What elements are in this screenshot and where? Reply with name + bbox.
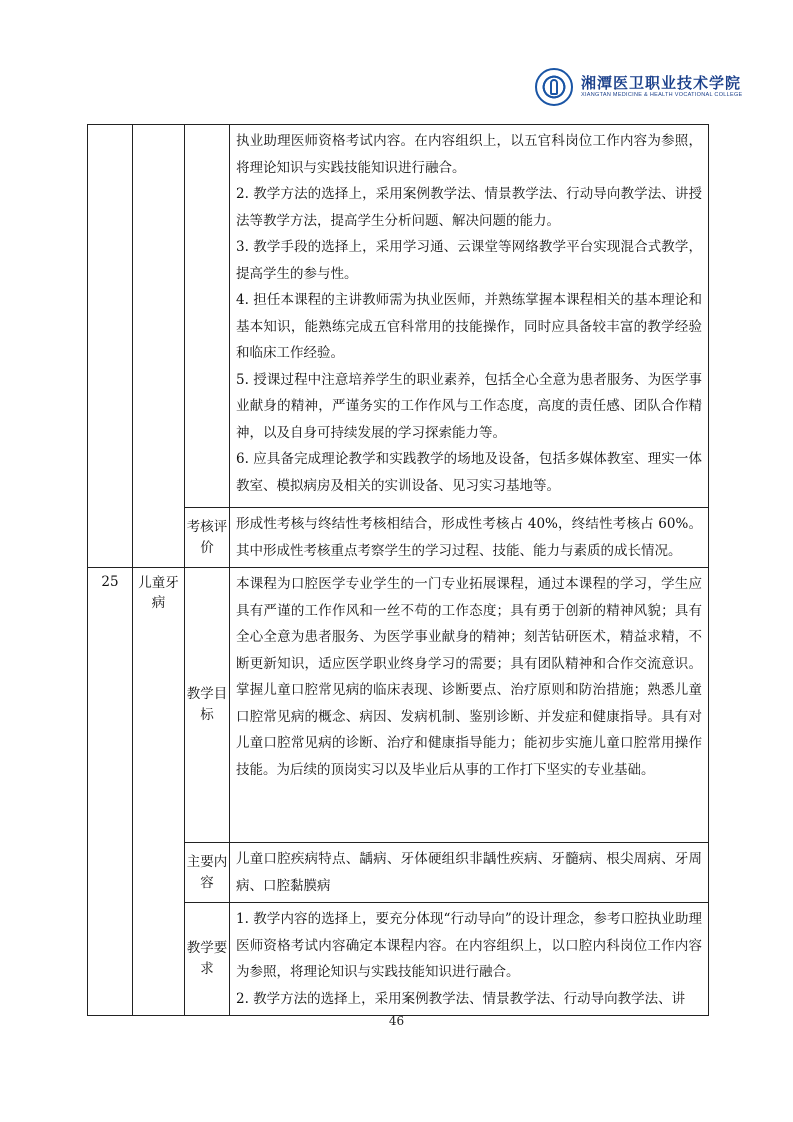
requirement-item: 2. 教学方法的选择上，采用案例教学法、情景教学法、行动导向教学法、讲授法等教学方法，提高学生分析问题、解决问题的能力。 [236, 186, 702, 229]
requirement-item: 1. 教学内容的选择上，要充分体现“行动导向”的设计理念，参考口腔执业助理医师资格考试内容确定本课程内容。在内容组织上，以口腔内科岗位工作内容为参照，将理论知识与实践技能知识进行融合。 [236, 911, 702, 980]
number-cell [88, 125, 133, 568]
assessment-label: 考核评价 [185, 508, 230, 568]
requirements-cell [230, 903, 709, 1016]
requirement-item: 6. 应具备完成理论教学和实践教学的场地及设备，包括多媒体教室、理实一体教室、模拟病房及相关的实训设备、见习实习基地等。 [236, 451, 702, 494]
table-row [88, 568, 709, 843]
requirement-item: 4. 担任本课程的主讲教师需为执业医师，并熟练掌握本课程相关的基本理论和基本知识，能熟练完成五官科常用的技能操作，同时应具备较丰富的教学经验和临床工作经验。 [236, 292, 702, 361]
requirement-item: 执业助理医师资格考试内容。在内容组织上，以五官科岗位工作内容为参照，将理论知识与实践技能知识进行融合。 [236, 133, 702, 176]
requirements-label: 教学要求 [185, 903, 230, 1016]
page-number: 46 [388, 1014, 405, 1028]
college-logo [535, 68, 743, 108]
requirement-item: 5. 授课过程中注意培养学生的职业素养，包括全心全意为患者服务、为医学事业献身的精神，严谨务实的工作作风与工作态度，高度的责任感、团队合作精神，以及自身可持续发展的学习探索能力等。 [236, 371, 702, 441]
content-label: 主要内容 [185, 843, 230, 903]
course-number: 25 [88, 568, 133, 1016]
requirements-cell [230, 125, 709, 508]
college-name: 湘潭医卫职业技术学院 [581, 74, 742, 92]
table-row [88, 125, 709, 508]
college-name-en: XIANGTAN MEDICINE & HEALTH VOCATIONAL COLLEGE [581, 92, 743, 98]
objectives-text: 本课程为口腔医学专业学生的一门专业拓展课程，通过本课程的学习，学生应具有严谨的工作作风和一丝不苟的工作态度；具有勇于创新的精神风貌；具有全心全意为患者服务、为医学事业献身的精神；刻苦钻研医术，精益求精，不断更新知识，适应医学职业终身学习的需要；具有团队精神和合作交流意识。掌握儿童口腔常见病的临床表现、诊断要点、治疗原则和防治措施；熟悉儿童口腔常见病的概念、病因、发病机制、鉴别诊断、并发症和健康指导。具有对儿童口腔常见病的诊断、治疗和健康指导能力；能初步实施儿童口腔常用操作技能。为后续的顶岗实习以及毕业后从事的工作打下坚实的专业基础。 [230, 568, 709, 843]
objectives-label: 教学目标 [185, 568, 230, 843]
requirement-item: 3. 教学手段的选择上，采用学习通、云课堂等网络教学平台实现混合式教学，提高学生的参与性。 [236, 239, 702, 282]
course-table [87, 124, 709, 1016]
label-cell [185, 125, 230, 508]
course-name: 儿童牙病 [133, 568, 185, 1016]
college-emblem-icon [535, 68, 573, 106]
content-text: 儿童口腔疾病特点、龋病、牙体硬组织非龋性疾病、牙髓病、根尖周病、牙周病、口腔黏膜病 [230, 843, 709, 903]
course-cell [133, 125, 185, 568]
requirement-item: 2. 教学方法的选择上，采用案例教学法、情景教学法、行动导向教学法、讲 [236, 990, 686, 1007]
assessment-text: 形成性考核与终结性考核相结合，形成性考核占 40%，终结性考核占 60%。其中形成性考核重点考察学生的学习过程、技能、能力与素质的成长情况。 [230, 508, 709, 568]
